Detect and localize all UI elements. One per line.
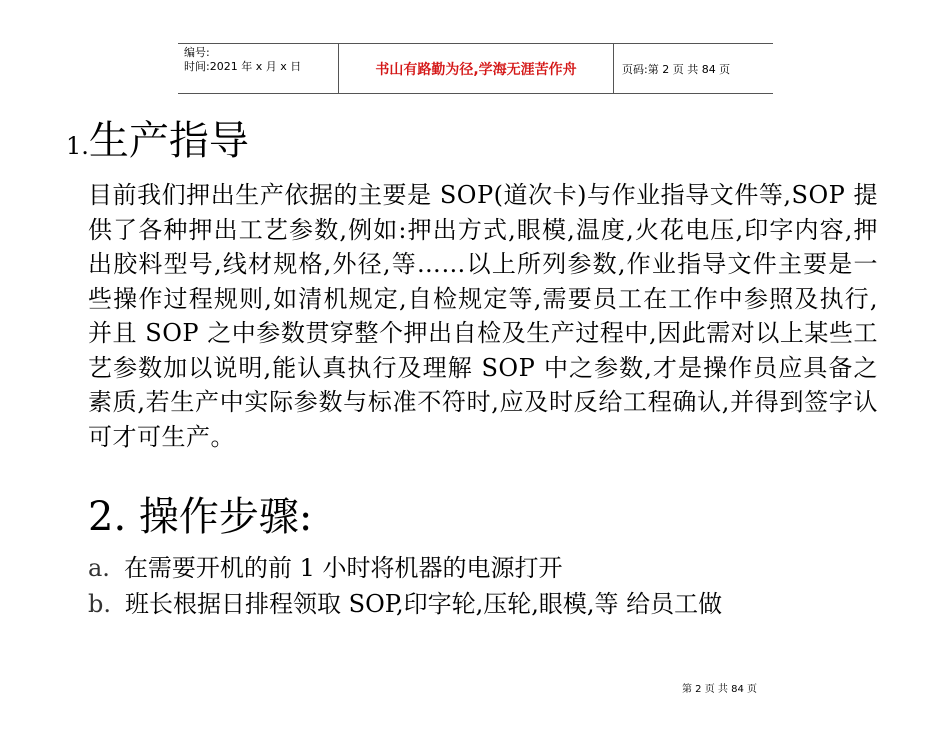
section1-heading [66, 116, 249, 171]
step-text: 在需要开机的前 1 小时将机器的电源打开 [123, 554, 563, 582]
section1-number: 1. [66, 132, 89, 160]
section2-heading: 2. 操作步骤: [88, 494, 313, 540]
header-number-label: 编号: [184, 46, 210, 59]
section1-title: 生产指导 [88, 118, 249, 164]
step-item [88, 588, 722, 620]
page-footer: 第 2 页 共 84 页 [682, 684, 757, 695]
header-time-label: 时间:2021 年 x 月 x 日 [184, 60, 302, 73]
step-item [88, 552, 562, 584]
document-header [178, 43, 773, 94]
step-marker: b. [88, 590, 111, 618]
header-meta [178, 44, 339, 94]
header-page-label: 页码:第 2 页 共 84 页 [622, 62, 731, 76]
header-motto: 书山有路勤为径,学海无涯苦作舟 [339, 44, 614, 94]
step-marker: a. [88, 554, 110, 582]
section1-paragraph: 目前我们押出生产依据的主要是 SOP(道次卡)与作业指导文件等,SOP 提供了各种押出工艺参数,例如:押出方式,眼模,温度,火花电压,印字内容,押出胶料型号,线材规格,外径,等……以上所列参数,作业指导文件主要是一些操作过程规则,如清机规定,自检规定等,需要员工在工作中参照及执行,并且 SOP 之中参数贯穿整个押出自检及生产过程中,因此需对以上某些工艺参数加以说明,能认真执行及理解 SOP 中之参数,才是操作员应具备之素质,若生产中实际参数与标准不符时,应及时反给工程确认,并得到签字认可才可生产。 [88, 181, 878, 451]
step-text: 班长根据日排程领取 SOP,印字轮,压轮,眼模,等 给员工做 [125, 590, 723, 618]
